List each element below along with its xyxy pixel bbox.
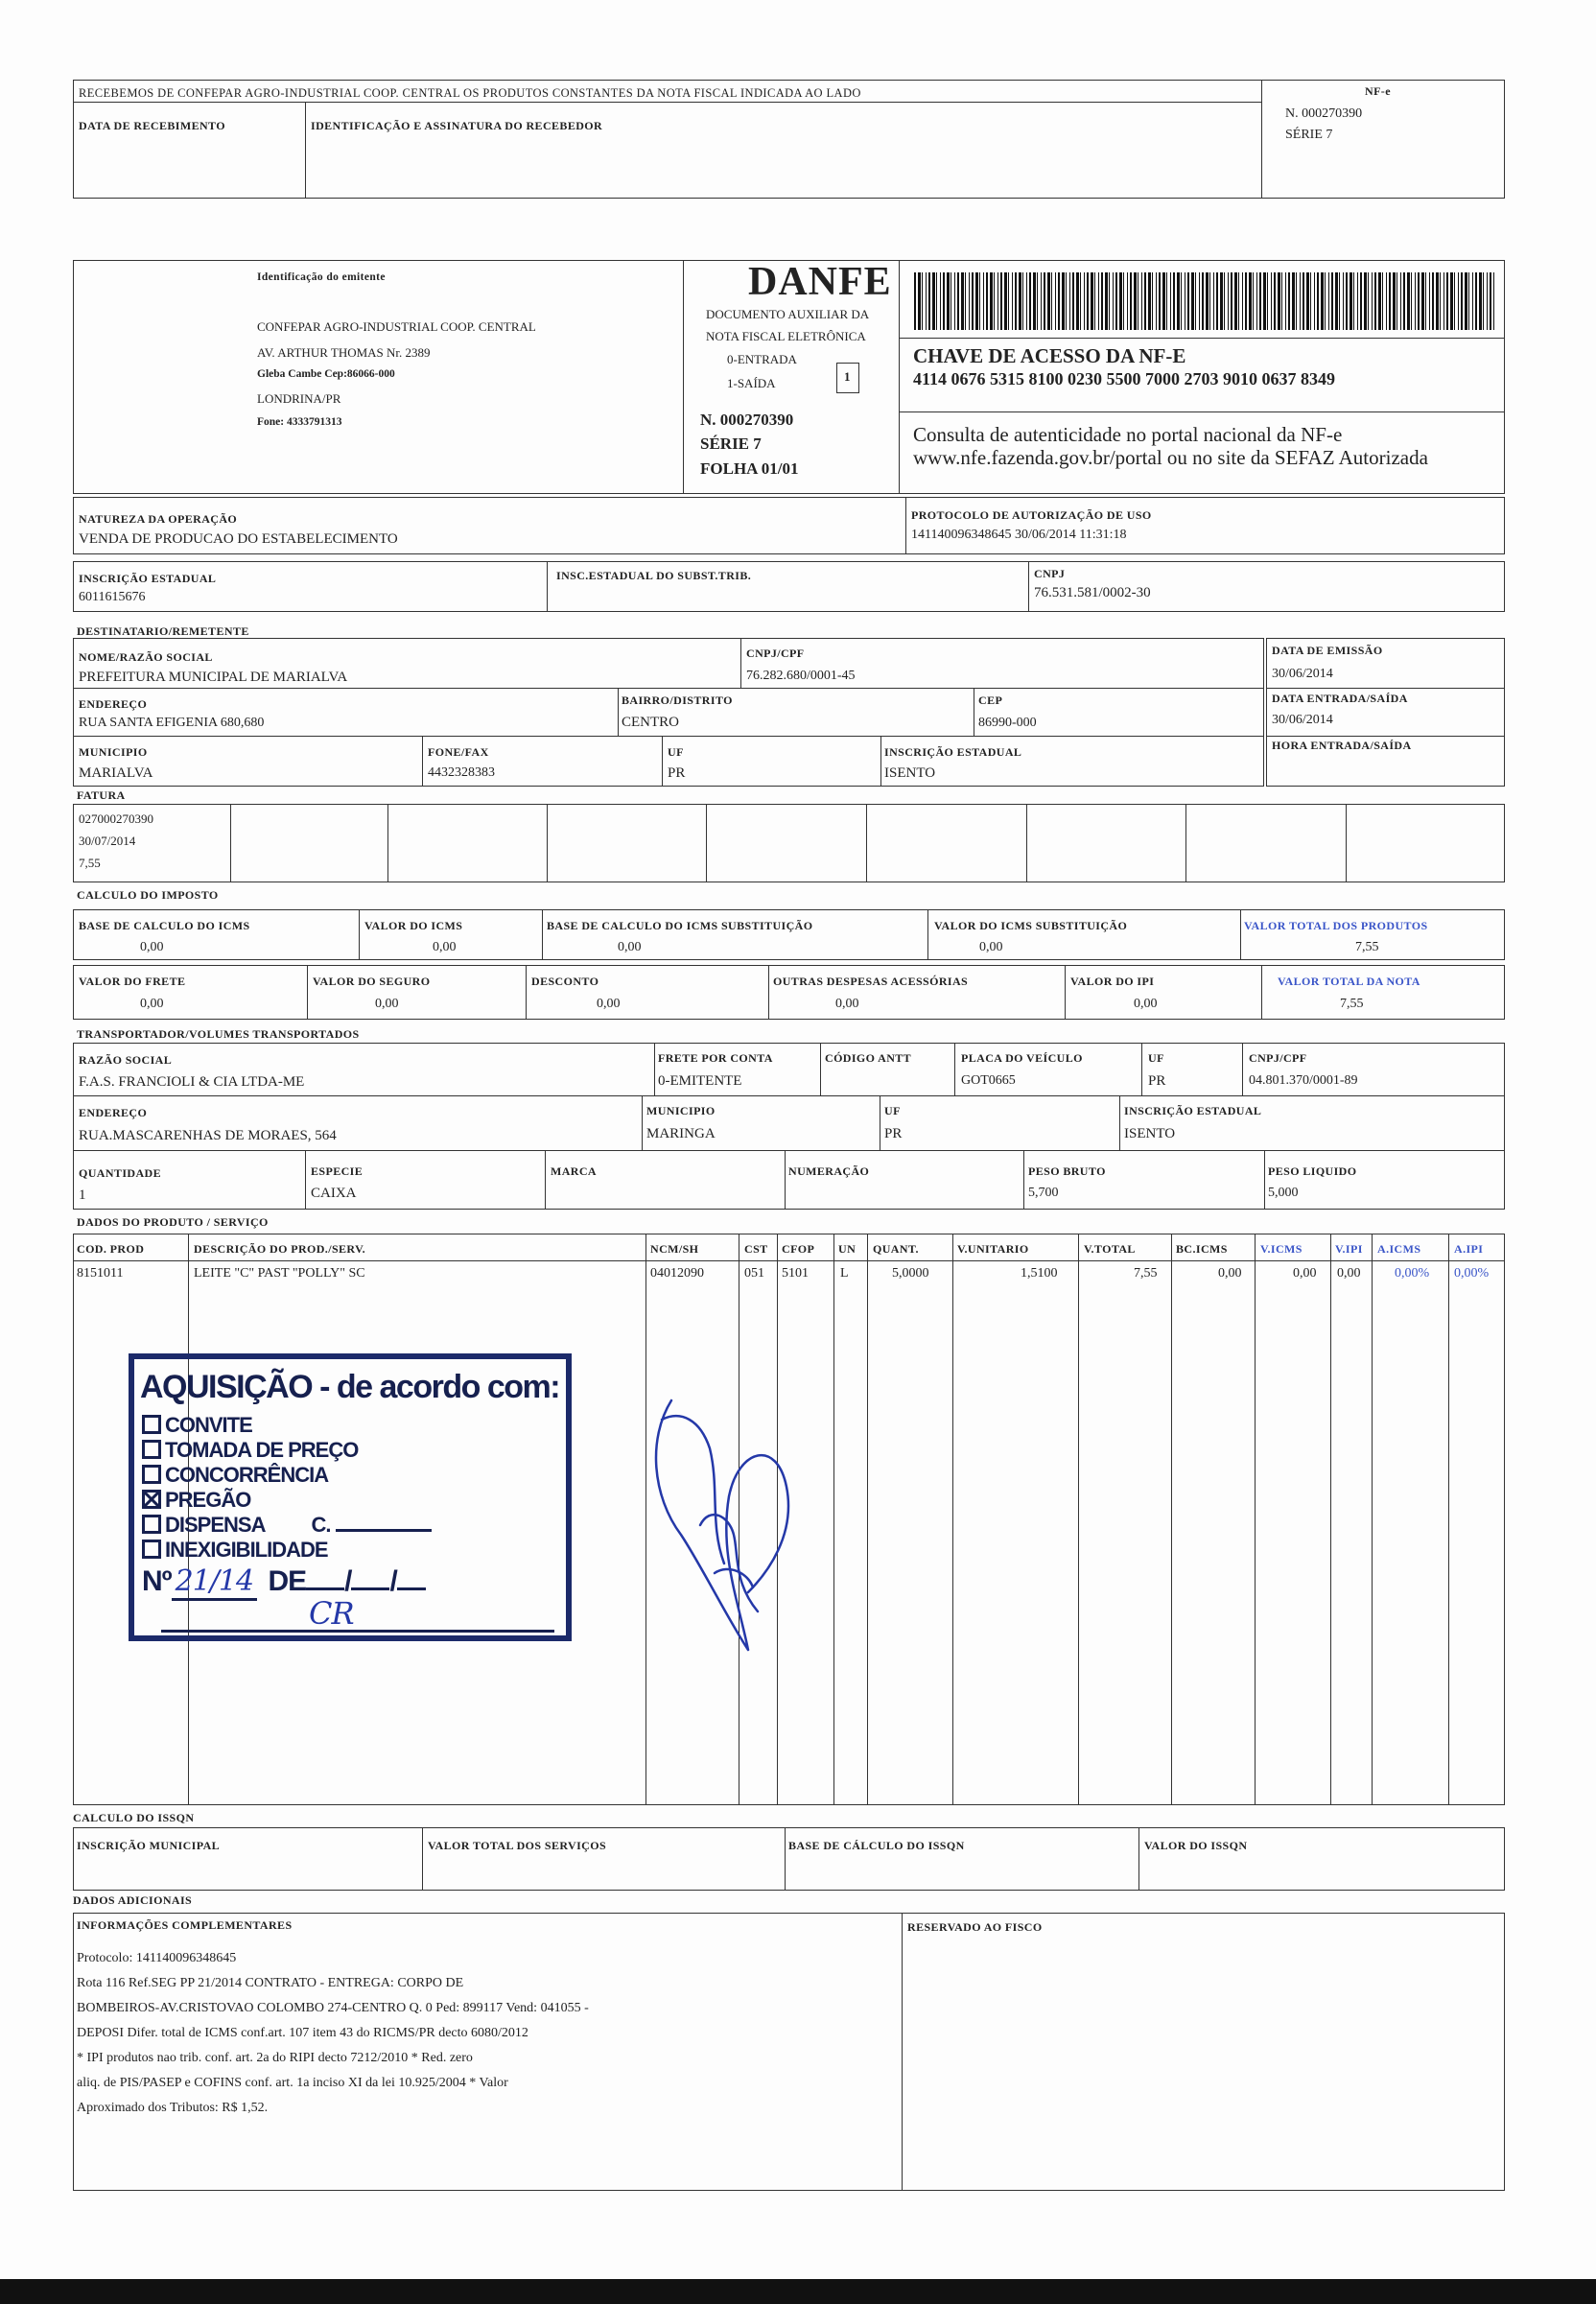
issuer-ident-label: Identificação do emitente xyxy=(257,271,386,283)
cnpj-value: 76.531.581/0002-30 xyxy=(1034,585,1151,600)
cnpj-label: CNPJ xyxy=(1034,567,1066,580)
emission-date-label: DATA DE EMISSÃO xyxy=(1272,644,1383,657)
issuer-address: AV. ARTHUR THOMAS Nr. 2389 xyxy=(257,345,431,360)
note-line: BOMBEIROS-AV.CRISTOVAO COLOMBO 274-CENTRO Q. 0 Ped: 899117 Vend: 041055 - xyxy=(77,2001,589,2015)
access-key-number: 4114 0676 5315 8100 0230 5500 7000 2703 9010 0637 8349 xyxy=(913,369,1336,388)
volume-brand-label: MARCA xyxy=(551,1164,597,1178)
carrier-name-value: F.A.S. FRANCIOLI & CIA LTDA-ME xyxy=(79,1074,305,1090)
tax-icms-subst-base-label: BASE DE CALCULO DO ICMS SUBSTITUIÇÃO xyxy=(547,919,813,932)
stamp-initials: CR xyxy=(309,1595,354,1632)
additional-section-title: DADOS ADICIONAIS xyxy=(73,1893,193,1907)
carrier-cnpj-value: 04.801.370/0001-89 xyxy=(1249,1073,1358,1088)
issqn-value-label: VALOR DO ISSQN xyxy=(1144,1839,1248,1852)
checkbox-tomada xyxy=(142,1440,161,1459)
volume-species-label: ESPECIE xyxy=(311,1164,364,1178)
transport-section-title: TRANSPORTADOR/VOLUMES TRANSPORTADOS xyxy=(77,1027,360,1041)
item-cst: 051 xyxy=(744,1266,764,1281)
col-ncm: NCM/SH xyxy=(650,1242,699,1256)
invoice-number: 027000270390 xyxy=(79,811,153,826)
invoice-section-title: FATURA xyxy=(77,788,126,802)
stamp-option-tomada: TOMADA DE PREÇO xyxy=(142,1438,358,1463)
recipient-cnpj-value: 76.282.680/0001-45 xyxy=(746,669,856,683)
protocol-value: 141140096348645 30/06/2014 11:31:18 xyxy=(911,528,1127,542)
antt-label: CÓDIGO ANTT xyxy=(825,1051,912,1065)
recipient-address-label: ENDEREÇO xyxy=(79,697,148,711)
danfe-title: DANFE xyxy=(748,260,892,304)
products-section-title: DADOS DO PRODUTO / SERVIÇO xyxy=(77,1215,269,1229)
col-a-icms: A.ICMS xyxy=(1377,1242,1421,1256)
tax-freight-value: 0,00 xyxy=(140,997,164,1011)
volume-qty-label: QUANTIDADE xyxy=(79,1166,162,1180)
scan-bottom-edge xyxy=(0,2279,1596,2304)
receipt-nfe-label: NF-e xyxy=(1365,84,1391,98)
issqn-block xyxy=(73,1827,1505,1891)
col-cst: CST xyxy=(744,1242,768,1256)
danfe-type-value: 1 xyxy=(844,369,851,384)
danfe-page-number: FOLHA 01/01 xyxy=(700,459,799,478)
receipt-header: RECEBEMOS DE CONFEPAR AGRO-INDUSTRIAL COOP. CENTRAL OS PRODUTOS CONSTANTES DA NOTA FISCAL INDICADA AO LADO xyxy=(79,86,861,100)
col-quant: QUANT. xyxy=(873,1242,919,1256)
consult-line1: Consulta de autenticidade no portal nacional da NF-e xyxy=(913,423,1343,446)
inout-date-value: 30/06/2014 xyxy=(1272,713,1333,727)
tax-icms-base-value: 0,00 xyxy=(140,940,164,954)
access-key-barcode xyxy=(914,272,1494,330)
recipient-name-value: PREFEITURA MUNICIPAL DE MARIALVA xyxy=(79,670,348,685)
carrier-uf-value: PR xyxy=(1148,1073,1166,1089)
danfe-entry-label: 0-ENTRADA xyxy=(727,352,797,366)
stamp-option-convite: CONVITE xyxy=(142,1413,252,1438)
item-bc-icms: 0,00 xyxy=(1218,1266,1242,1281)
ie-block xyxy=(73,561,1505,612)
col-a-ipi: A.IPI xyxy=(1454,1242,1484,1256)
item-v-icms: 0,00 xyxy=(1293,1266,1317,1281)
nature-label: NATUREZA DA OPERAÇÃO xyxy=(79,512,238,526)
receipt-ident-label: IDENTIFICAÇÃO E ASSINATURA DO RECEBEDOR xyxy=(311,119,603,132)
danfe-exit-label: 1-SAÍDA xyxy=(727,376,776,390)
carrier-address-value: RUA.MASCARENHAS DE MORAES, 564 xyxy=(79,1128,337,1143)
recipient-name-label: NOME/RAZÃO SOCIAL xyxy=(79,650,213,664)
tax-icms-subst-label: VALOR DO ICMS SUBSTITUIÇÃO xyxy=(934,919,1128,932)
handwritten-signature xyxy=(643,1381,806,1659)
gross-weight-value: 5,700 xyxy=(1028,1186,1059,1200)
stamp-number-handwritten: 21/14 xyxy=(172,1564,257,1601)
col-cod-prod: COD. PROD xyxy=(77,1242,145,1256)
recipient-district-label: BAIRRO/DISTRITO xyxy=(622,694,733,707)
nature-value: VENDA DE PRODUCAO DO ESTABELECIMENTO xyxy=(79,531,398,547)
col-v-ipi: V.IPI xyxy=(1335,1242,1363,1256)
checkbox-concorrencia xyxy=(142,1465,161,1484)
tax-icms-value: 0,00 xyxy=(433,940,457,954)
info-label: INFORMAÇÕES COMPLEMENTARES xyxy=(77,1918,293,1932)
col-un: UN xyxy=(838,1242,857,1256)
stamp-option-dispensa: DISPENSA C. xyxy=(142,1513,432,1538)
volume-species-value: CAIXA xyxy=(311,1186,357,1201)
carrier-ie-value: ISENTO xyxy=(1124,1126,1176,1141)
note-line: aliq. de PIS/PASEP e COFINS conf. art. 1a inciso XI da lei 10.925/2004 * Valor xyxy=(77,2076,508,2090)
recipient-uf-value: PR xyxy=(668,765,686,781)
issqn-base-label: BASE DE CÁLCULO DO ISSQN xyxy=(788,1839,965,1852)
recipient-cep-label: CEP xyxy=(978,694,1003,707)
additional-notes xyxy=(77,1946,589,2121)
tax-section-title: CALCULO DO IMPOSTO xyxy=(77,888,219,902)
recipient-section-title: DESTINATARIO/REMETENTE xyxy=(77,624,249,638)
procurement-stamp xyxy=(129,1353,572,1641)
net-weight-value: 5,000 xyxy=(1268,1186,1299,1200)
ie-value: 6011615676 xyxy=(79,590,146,604)
tax-discount-value: 0,00 xyxy=(597,997,621,1011)
recipient-city-value: MARIALVA xyxy=(79,765,153,781)
receipt-date-label: DATA DE RECEBIMENTO xyxy=(79,119,225,132)
danfe-doc-line1: DOCUMENTO AUXILIAR DA xyxy=(706,307,870,321)
recipient-ie-value: ISENTO xyxy=(884,765,936,781)
freight-value: 0-EMITENTE xyxy=(658,1073,742,1089)
issqn-section-title: CALCULO DO ISSQN xyxy=(73,1811,195,1824)
invoice-amount: 7,55 xyxy=(79,856,101,870)
issqn-services-label: VALOR TOTAL DOS SERVIÇOS xyxy=(428,1839,607,1852)
tax-insurance-label: VALOR DO SEGURO xyxy=(313,975,431,988)
recipient-city-label: MUNICIPIO xyxy=(79,745,148,759)
item-cfop: 5101 xyxy=(782,1266,809,1281)
inout-hour-label: HORA ENTRADA/SAÍDA xyxy=(1272,739,1412,752)
gross-weight-label: PESO BRUTO xyxy=(1028,1164,1106,1178)
stamp-option-pregao: PREGÃO xyxy=(142,1488,250,1513)
net-weight-label: PESO LIQUIDO xyxy=(1268,1164,1357,1178)
recipient-district-value: CENTRO xyxy=(622,715,679,730)
checkbox-pregao-checked xyxy=(142,1490,161,1509)
transport-block xyxy=(73,1043,1505,1210)
checkbox-convite xyxy=(142,1415,161,1434)
checkbox-inexigibilidade xyxy=(142,1540,161,1559)
col-description: DESCRIÇÃO DO PROD./SERV. xyxy=(194,1242,365,1256)
recipient-uf-label: UF xyxy=(668,745,684,759)
tax-ipi-value: 0,00 xyxy=(1134,997,1158,1011)
recipient-address-value: RUA SANTA EFIGENIA 680,680 xyxy=(79,716,265,730)
danfe-number: N. 000270390 xyxy=(700,411,794,429)
note-line: Aproximado dos Tributos: R$ 1,52. xyxy=(77,2101,269,2115)
note-line: Protocolo: 141140096348645 xyxy=(77,1951,237,1965)
recipient-phone-label: FONE/FAX xyxy=(428,745,489,759)
carrier-uf2-label: UF xyxy=(884,1104,901,1117)
tax-discount-label: DESCONTO xyxy=(531,975,599,988)
danfe-doc-line2: NOTA FISCAL ELETRÔNICA xyxy=(706,329,866,343)
stamp-number-row: Nº 21/14 DE / / xyxy=(142,1564,426,1598)
issqn-municipal-label: INSCRIÇÃO MUNICIPAL xyxy=(77,1839,221,1852)
tax-invoice-total-value: 7,55 xyxy=(1340,997,1364,1011)
item-v-unitario: 1,5100 xyxy=(1021,1266,1058,1281)
tax-other-label: OUTRAS DESPESAS ACESSÓRIAS xyxy=(773,975,969,988)
check-mark-icon xyxy=(145,1493,158,1506)
receipt-nfe-number: N. 000270390 xyxy=(1285,106,1363,121)
tax-icms-subst-value: 0,00 xyxy=(979,940,1003,954)
note-line: Rota 116 Ref.SEG PP 21/2014 CONTRATO - ENTREGA: CORPO DE xyxy=(77,1976,464,1990)
volume-qty-value: 1 xyxy=(79,1187,86,1203)
checkbox-dispensa xyxy=(142,1515,161,1534)
issuer-district: Gleba Cambe Cep:86066-000 xyxy=(257,368,395,380)
col-cfop: CFOP xyxy=(782,1242,815,1256)
tax-icms-base-label: BASE DE CALCULO DO ICMS xyxy=(79,919,250,932)
carrier-city-label: MUNICIPIO xyxy=(646,1104,716,1117)
tax-products-total-label: VALOR TOTAL DOS PRODUTOS xyxy=(1244,919,1428,932)
item-quant: 5,0000 xyxy=(892,1266,929,1281)
carrier-name-label: RAZÃO SOCIAL xyxy=(79,1053,173,1067)
col-bc-icms: BC.ICMS xyxy=(1176,1242,1228,1256)
tax-insurance-value: 0,00 xyxy=(375,997,399,1011)
protocol-label: PROTOCOLO DE AUTORIZAÇÃO DE USO xyxy=(911,508,1152,522)
inout-date-label: DATA ENTRADA/SAÍDA xyxy=(1272,692,1408,705)
emission-date-value: 30/06/2014 xyxy=(1272,667,1333,681)
consult-line2: www.nfe.fazenda.gov.br/portal ou no site da SEFAZ Autorizada xyxy=(913,446,1428,469)
item-un: L xyxy=(840,1266,849,1281)
freight-label: FRETE POR CONTA xyxy=(658,1051,773,1065)
tax-freight-label: VALOR DO FRETE xyxy=(79,975,186,988)
volume-numbering-label: NUMERAÇÃO xyxy=(788,1164,870,1178)
item-cod-prod: 8151011 xyxy=(77,1266,124,1281)
recipient-ie-label: INSCRIÇÃO ESTADUAL xyxy=(884,745,1022,759)
carrier-address-label: ENDEREÇO xyxy=(79,1106,148,1119)
tax-ipi-label: VALOR DO IPI xyxy=(1070,975,1155,988)
note-line: DEPOSI Difer. total de ICMS conf.art. 107 item 43 do RICMS/PR decto 6080/2012 xyxy=(77,2026,528,2040)
carrier-uf2-value: PR xyxy=(884,1126,903,1141)
recipient-phone-value: 4432328383 xyxy=(428,765,495,780)
ie-subst-label: INSC.ESTADUAL DO SUBST.TRIB. xyxy=(556,569,752,582)
item-v-ipi: 0,00 xyxy=(1337,1266,1361,1281)
recipient-cnpj-label: CNPJ/CPF xyxy=(746,647,805,660)
danfe-series: SÉRIE 7 xyxy=(700,435,762,453)
ie-label: INSCRIÇÃO ESTADUAL xyxy=(79,572,217,585)
plate-label: PLACA DO VEÍCULO xyxy=(961,1051,1083,1065)
reserved-label: RESERVADO AO FISCO xyxy=(907,1920,1043,1934)
recipient-block xyxy=(73,638,1264,787)
tax-products-total-value: 7,55 xyxy=(1355,940,1379,954)
carrier-uf-label: UF xyxy=(1148,1051,1164,1065)
tax-other-value: 0,00 xyxy=(835,997,859,1011)
issuer-phone: Fone: 4333791313 xyxy=(257,416,342,428)
recipient-cep-value: 86990-000 xyxy=(978,716,1037,730)
col-v-icms: V.ICMS xyxy=(1260,1242,1303,1256)
carrier-cnpj-label: CNPJ/CPF xyxy=(1249,1051,1307,1065)
stamp-option-inexigibilidade: INEXIGIBILIDADE xyxy=(142,1538,328,1563)
plate-value: GOT0665 xyxy=(961,1073,1016,1088)
invoice-due-date: 30/07/2014 xyxy=(79,834,136,848)
stamp-title: AQUISIÇÃO - de acordo com: xyxy=(140,1369,560,1405)
issuer-name: CONFEPAR AGRO-INDUSTRIAL COOP. CENTRAL xyxy=(257,319,536,334)
item-description: LEITE "C" PAST "POLLY" SC xyxy=(194,1266,365,1281)
item-a-ipi: 0,00% xyxy=(1454,1266,1490,1281)
access-key-title: CHAVE DE ACESSO DA NF-E xyxy=(913,344,1186,367)
tax-row2 xyxy=(73,965,1505,1020)
issuer-city: LONDRINA/PR xyxy=(257,391,341,406)
item-a-icms: 0,00% xyxy=(1395,1266,1430,1281)
tax-row1 xyxy=(73,909,1505,960)
tax-invoice-total-label: VALOR TOTAL DA NOTA xyxy=(1278,975,1420,988)
note-line: * IPI produtos nao trib. conf. art. 2a do RIPI decto 7212/2010 * Red. zero xyxy=(77,2051,473,2065)
stamp-option-concorrencia: CONCORRÊNCIA xyxy=(142,1463,328,1488)
receipt-nfe-series: SÉRIE 7 xyxy=(1285,128,1333,142)
carrier-city-value: MARINGA xyxy=(646,1126,716,1141)
col-v-total: V.TOTAL xyxy=(1084,1242,1136,1256)
item-ncm: 04012090 xyxy=(650,1266,704,1281)
col-v-unitario: V.UNITARIO xyxy=(957,1242,1029,1256)
invoice-block xyxy=(73,804,1505,882)
tax-icms-value-label: VALOR DO ICMS xyxy=(364,919,463,932)
carrier-ie-label: INSCRIÇÃO ESTADUAL xyxy=(1124,1104,1262,1117)
tax-icms-subst-base-value: 0,00 xyxy=(618,940,642,954)
item-v-total: 7,55 xyxy=(1134,1266,1158,1281)
